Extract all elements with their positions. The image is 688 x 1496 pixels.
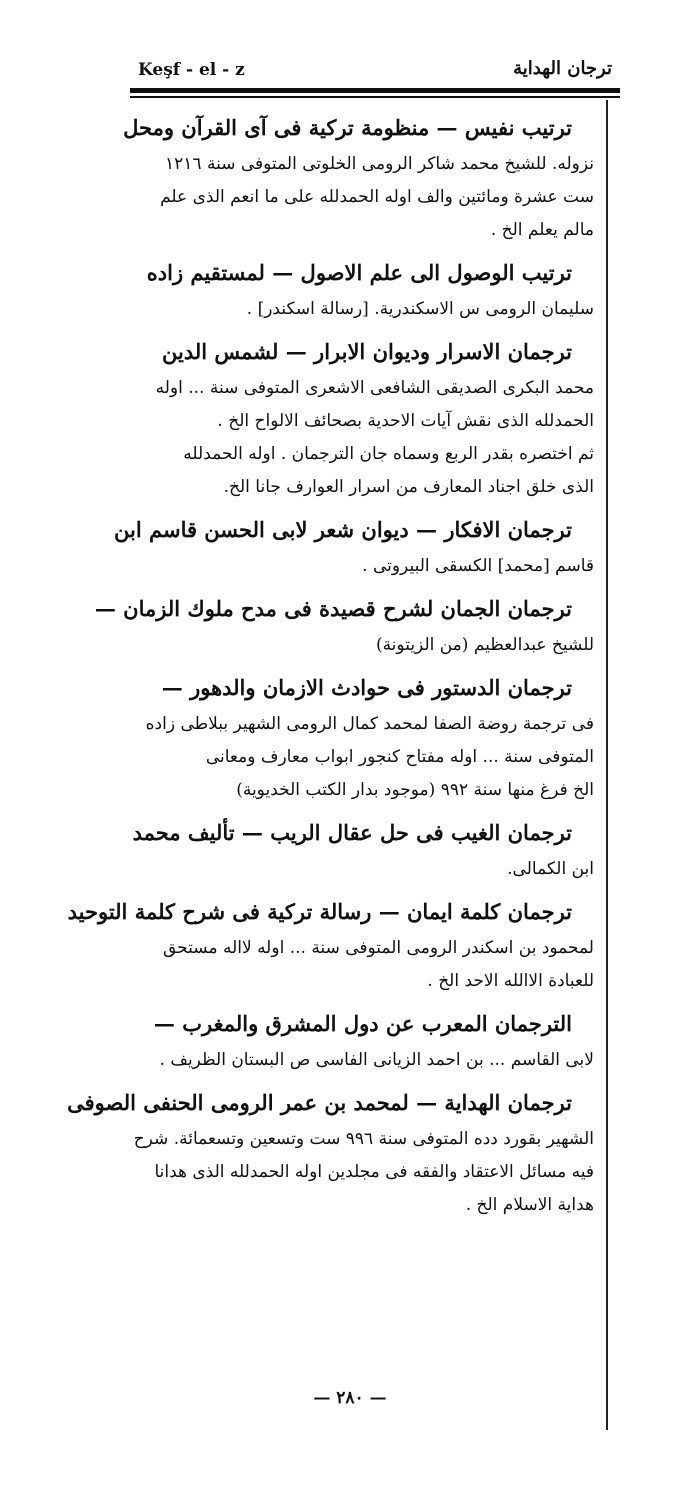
entry-separator [136, 1222, 594, 1228]
dictionary-entry [136, 668, 594, 807]
margin-rule [606, 100, 608, 1430]
entry-title-line: ترجمان الهداية — لمحمد بن عمر الرومى الحنفى الصوفى [67, 1090, 572, 1115]
entry-text-line: قاسم [محمد] الكسقى البيروتى . [362, 556, 594, 576]
header-rule-thin [130, 96, 620, 98]
entry-text-line: نزوله. للشيخ محمد شاكر الرومى الخلوتى المتوفى سنة ١٢١٦ [165, 154, 594, 174]
dictionary-entry [94, 589, 594, 662]
entry-text-line: ست عشرة ومائتين والف اوله الحمدلله على ما انعم الذى علم [160, 187, 594, 207]
entry-text-line: للعبادة الاالله الاحد الخ . [427, 971, 594, 991]
dictionary-entry [67, 1083, 594, 1222]
entry-text-line: الحمدلله الذى نقش آيات الاحدية بصحائف الالواح الخ . [217, 411, 594, 431]
header-left-text: Keşf - el - z [138, 60, 245, 80]
entry-text-line: محمد البكرى الصديقى الشافعى الاشعرى المتوفى سنة ... اوله [155, 378, 594, 398]
entry-text-line: الذى خلق اجناد المعارف من اسرار العوارف جانا الخ. [223, 477, 594, 497]
entry-text-line: للشيخ عبدالعظيم (من الزيتونة) [375, 635, 594, 655]
entry-text-line: سليمان الرومى س الاسكندرية. [رسالة اسكندر] . [246, 299, 594, 319]
running-header [130, 58, 620, 86]
entry-title-line: ترتيب الوصول الى علم الاصول — لمستقيم زاده [146, 260, 572, 285]
dictionary-entry [132, 813, 594, 886]
dictionary-entry [136, 253, 594, 326]
header-rule-thick [130, 88, 620, 93]
dictionary-entry [114, 510, 594, 583]
dictionary-entry [67, 892, 594, 998]
entry-title-line: ترتيب نفيس — منظومة تركية فى آى القرآن ومحل [123, 115, 572, 140]
page-number: — ٢٨٠ — [313, 1388, 387, 1408]
entry-title-line: ترجمان الدستور فى حوادث الازمان والدهور — [161, 675, 572, 700]
entry-title-line: ترجمان الافكار — ديوان شعر لابى الحسن قاسم ابن [114, 517, 572, 542]
entry-text-line: فى ترجمة روضة الصفا لمحمد كمال الرومى الشهير ببلاطى زاده [145, 714, 594, 734]
entry-text-line: لابى القاسم ... بن احمد الزيانى الفاسى ص البستان الظريف . [159, 1050, 594, 1070]
dictionary-entry [136, 332, 594, 504]
entry-title-line: ترجمان الجمان لشرح قصيدة فى مدح ملوك الزمان — [94, 596, 572, 621]
entry-text-line: المتوفى سنة ... اوله مفتاح كنجور ابواب معارف ومعانى [205, 747, 594, 767]
entry-text-line: فيه مسائل الاعتقاد والفقه فى مجلدين اوله الحمدلله الذى هدانا [154, 1162, 594, 1182]
entry-text-line: مالم يعلم الخ . [490, 220, 594, 240]
entry-title-line: ترجمان كلمة ايمان — رسالة تركية فى شرح كلمة التوحيد [67, 899, 572, 924]
entry-title-line: ترجمان الاسرار وديوان الابرار — لشمس الدين [161, 339, 572, 364]
entry-text-line: هداية الاسلام الخ . [465, 1195, 594, 1215]
header-right-text: ترجان الهداية [513, 58, 612, 79]
entry-text-line: الشهير بقورد دده المتوفى سنة ٩٩٦ ست وتسعين وتسعمائة. شرح [133, 1129, 594, 1149]
entry-title-line: ترجمان الغيب فى حل عقال الريب — تأليف محمد [132, 820, 572, 845]
dictionary-entry [123, 108, 594, 247]
entry-text-line: الخ فرغ منها سنة ٩٩٢ (موجود بدار الكتب الخديوية) [236, 780, 594, 800]
entry-text-line: ابن الكمالى. [507, 859, 594, 879]
entry-text-line: لمحمود بن اسكندر الرومى المتوفى سنة ... اوله لااله مستحق [163, 938, 594, 958]
entries-list [67, 108, 594, 1228]
entry-title-line: الترجمان المعرب عن دول المشرق والمغرب — [153, 1011, 572, 1036]
entry-text-line: ثم اختصره بقدر الربع وسماه جان الترجمان . اوله الحمدلله [183, 444, 594, 464]
dictionary-entry [136, 1004, 594, 1077]
